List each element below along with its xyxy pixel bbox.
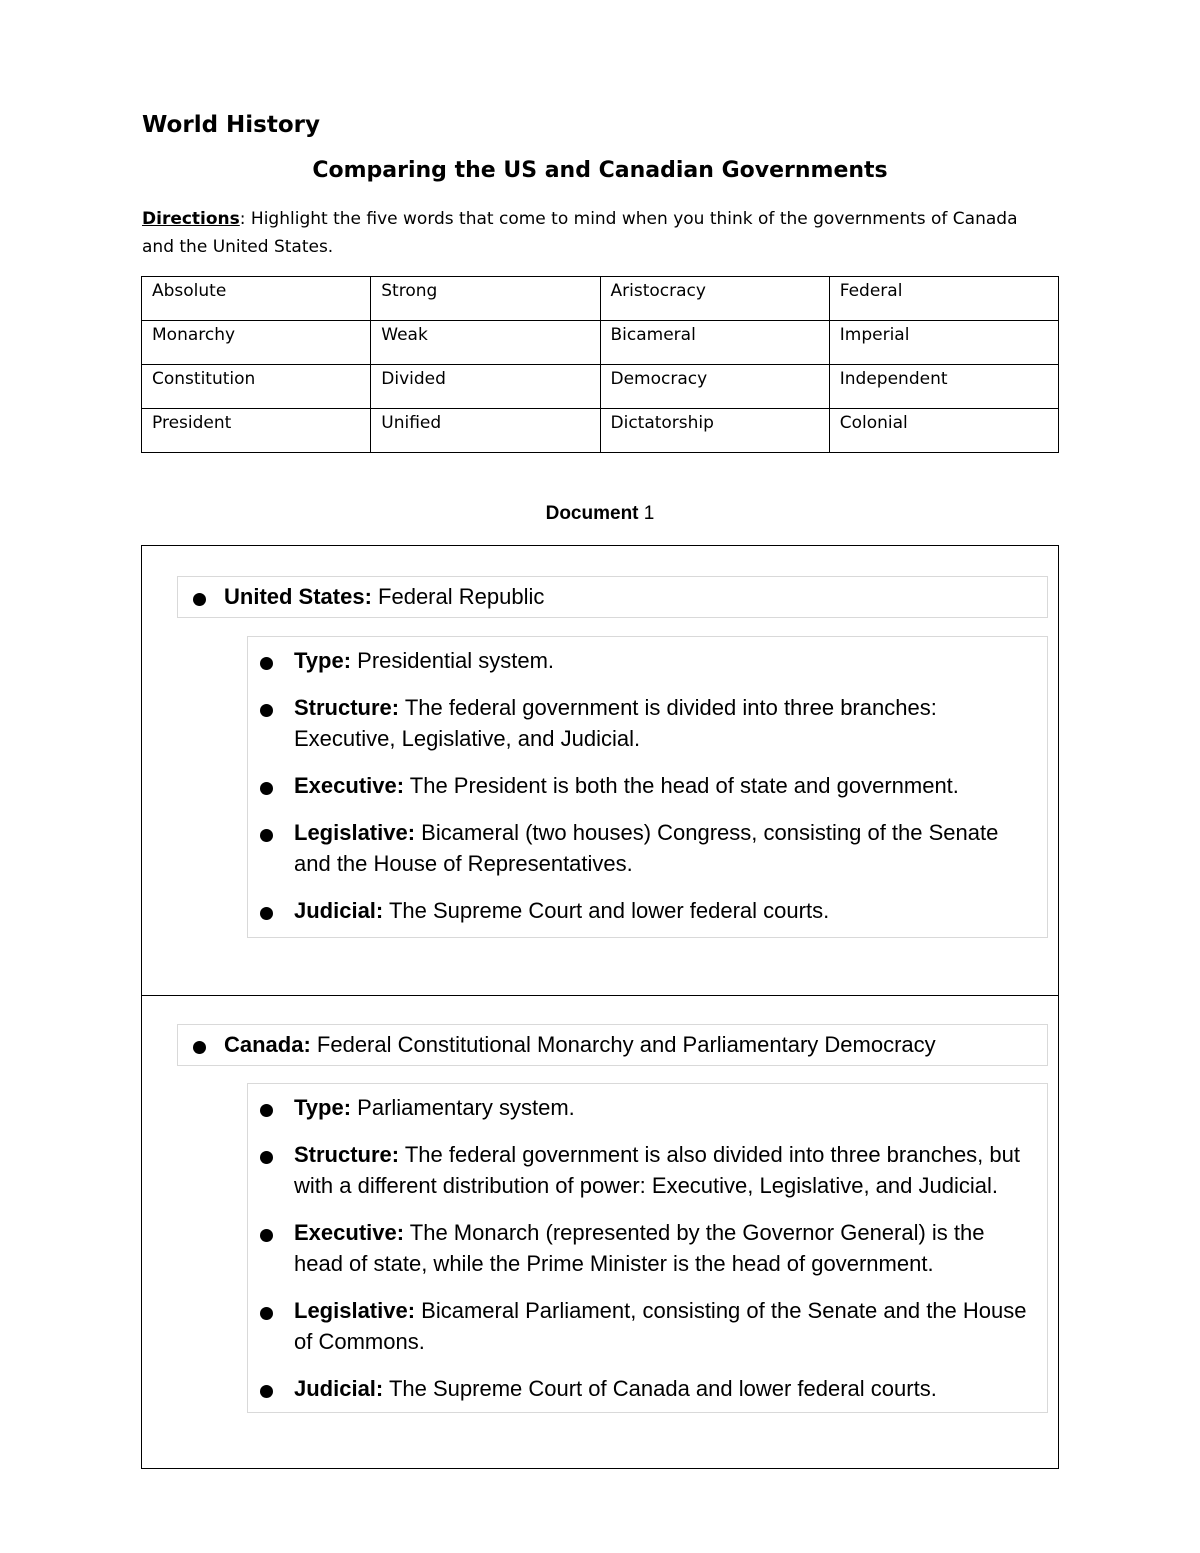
item-label: Legislative: — [294, 1298, 416, 1323]
country-label: Canada: — [224, 1032, 311, 1057]
us-details-list — [247, 636, 1048, 938]
list-item — [294, 1295, 1039, 1357]
country-value: Federal Republic — [371, 584, 545, 609]
item-label: Structure: — [294, 1142, 400, 1167]
bullet-icon — [260, 1385, 273, 1398]
word-cell[interactable]: Independent — [829, 365, 1058, 409]
word-cell[interactable]: Federal — [829, 277, 1058, 321]
list-item — [294, 1139, 1039, 1201]
item-text: The federal government is also divided into three branches, but with a different distribution of power: Executive, Legislative, and Judicial. — [294, 1142, 1020, 1198]
list-item — [294, 692, 1039, 754]
table-row — [142, 365, 1059, 409]
word-cell[interactable]: Unified — [371, 409, 600, 453]
word-cell[interactable]: Strong — [371, 277, 600, 321]
list-item — [294, 1092, 1039, 1123]
course-title: World History — [142, 112, 321, 138]
list-item — [294, 645, 1039, 676]
bullet-icon — [260, 782, 273, 795]
list-item — [294, 1217, 1039, 1279]
country-label: United States: — [224, 584, 372, 609]
bullet-icon — [260, 907, 273, 920]
bullet-icon — [193, 593, 206, 606]
bullet-icon — [260, 1229, 273, 1242]
bullet-icon — [260, 1307, 273, 1320]
item-label: Type: — [294, 1095, 352, 1120]
canada-section — [141, 995, 1059, 1469]
word-cell[interactable]: Democracy — [600, 365, 829, 409]
word-cell[interactable]: Weak — [371, 321, 600, 365]
document-label: Document — [545, 503, 639, 524]
directions — [142, 205, 1052, 261]
canada-country-line — [177, 1024, 1048, 1066]
item-label: Structure: — [294, 695, 400, 720]
bullet-icon — [260, 657, 273, 670]
item-text: Bicameral (two houses) Congress, consisting of the Senate and the House of Representatives. — [294, 820, 999, 876]
list-item — [294, 895, 1039, 926]
list-item — [294, 1373, 1039, 1404]
item-label: Judicial: — [294, 898, 384, 923]
document-title — [0, 503, 1200, 525]
item-text: Presidential system. — [351, 648, 555, 673]
item-label: Executive: — [294, 1220, 405, 1245]
table-row — [142, 321, 1059, 365]
table-row — [142, 277, 1059, 321]
country-value: Federal Constitutional Monarchy and Parliamentary Democracy — [310, 1032, 936, 1057]
word-cell[interactable]: Absolute — [142, 277, 371, 321]
item-label: Executive: — [294, 773, 405, 798]
bullet-icon — [260, 1104, 273, 1117]
us-section — [141, 545, 1059, 996]
item-text: Parliamentary system. — [351, 1095, 575, 1120]
list-item — [294, 817, 1039, 879]
word-cell[interactable]: Colonial — [829, 409, 1058, 453]
item-text: The Supreme Court and lower federal courts. — [383, 898, 830, 923]
bullet-icon — [260, 704, 273, 717]
us-country-line — [177, 576, 1048, 618]
word-table — [141, 276, 1059, 453]
word-cell[interactable]: Constitution — [142, 365, 371, 409]
word-cell[interactable]: Dictatorship — [600, 409, 829, 453]
item-label: Legislative: — [294, 820, 416, 845]
item-text: The federal government is divided into three branches: Executive, Legislative, and Judicial. — [294, 695, 937, 751]
item-label: Type: — [294, 648, 352, 673]
canada-details-list — [247, 1083, 1048, 1413]
document-number: 1 — [643, 503, 655, 524]
item-text: Bicameral Parliament, consisting of the Senate and the House of Commons. — [294, 1298, 1027, 1354]
item-text: The Supreme Court of Canada and lower federal courts. — [383, 1376, 937, 1401]
bullet-icon — [260, 829, 273, 842]
item-text: The Monarch (represented by the Governor General) is the head of state, while the Prime Minister is the head of government. — [294, 1220, 985, 1276]
word-cell[interactable]: Monarchy — [142, 321, 371, 365]
table-row — [142, 409, 1059, 453]
word-cell[interactable]: President — [142, 409, 371, 453]
directions-label: Directions — [142, 209, 240, 229]
item-label: Judicial: — [294, 1376, 384, 1401]
item-text: The President is both the head of state and government. — [404, 773, 959, 798]
word-cell[interactable]: Bicameral — [600, 321, 829, 365]
directions-text: : Highlight the five words that come to mind when you think of the governments of Canada and the United States. — [142, 209, 1018, 257]
word-cell[interactable]: Imperial — [829, 321, 1058, 365]
bullet-icon — [260, 1151, 273, 1164]
list-item — [294, 770, 1039, 801]
word-cell[interactable]: Divided — [371, 365, 600, 409]
word-cell[interactable]: Aristocracy — [600, 277, 829, 321]
page-title: Comparing the US and Canadian Governments — [312, 158, 888, 183]
bullet-icon — [193, 1041, 206, 1054]
